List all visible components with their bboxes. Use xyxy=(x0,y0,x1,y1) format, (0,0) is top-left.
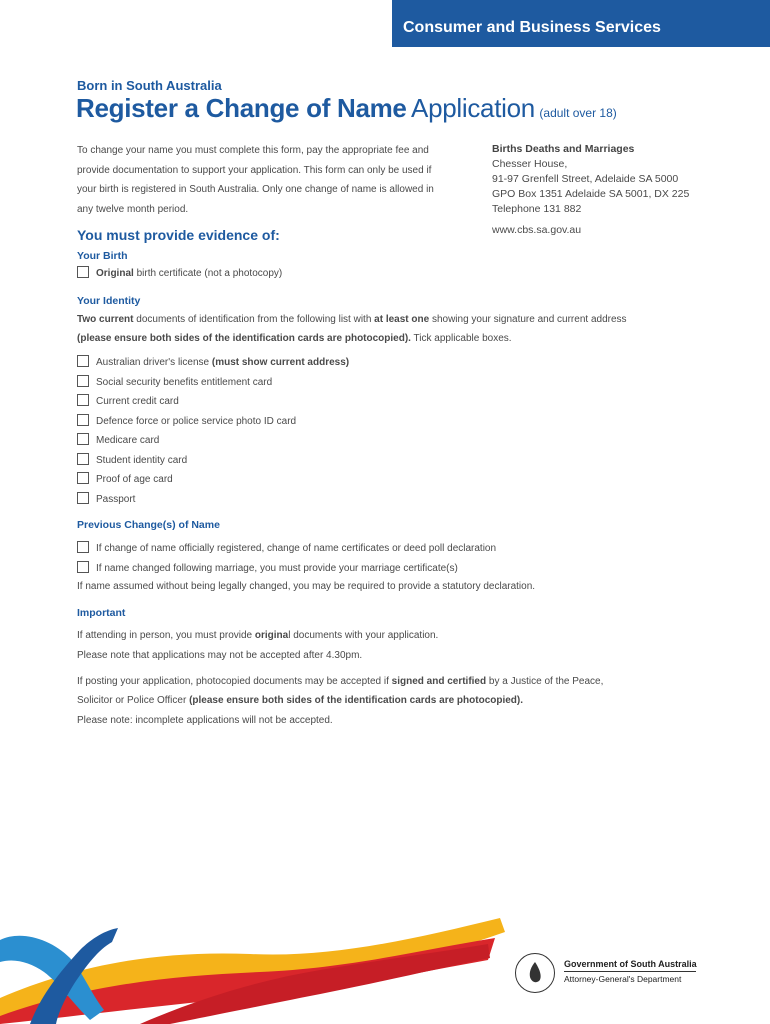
important-bold: origina xyxy=(254,630,289,641)
state-seal-icon xyxy=(515,953,555,993)
department-name: Attorney-General's Department xyxy=(564,974,682,984)
form-kicker: Born in South Australia xyxy=(77,78,222,93)
title-note: (adult over 18) xyxy=(539,106,617,120)
previous-note: If name assumed without being legally changed, you may be required to provide a statutory declaration. xyxy=(77,581,536,592)
identity-heading: Your Identity xyxy=(77,295,141,307)
important-p2: Please note that applications may not be accepted after 4.30pm. xyxy=(77,650,363,661)
important-p1 xyxy=(77,630,438,641)
intro-paragraph: To change your name you must complete this form, pay the appropriate fee and provide documentation to support your application. This form can only be used if your birth is registered in South Australia. Only one change of name is allowed in any twelve month period. xyxy=(77,145,434,215)
contact-org: Births Deaths and Marriages xyxy=(492,143,635,155)
important-text: by a Justice of the Peace, xyxy=(486,676,604,687)
identity-at-least-one: at least one xyxy=(374,314,430,325)
previous-checkbox[interactable] xyxy=(77,541,89,553)
important-p4 xyxy=(77,695,523,706)
id-item xyxy=(77,472,173,486)
birth-checkbox[interactable] xyxy=(77,266,89,278)
contact-line: GPO Box 1351 Adelaide SA 5001, DX 225 xyxy=(492,188,690,200)
identity-photocopy-note xyxy=(77,333,512,344)
evidence-heading: You must provide evidence of: xyxy=(77,227,280,243)
important-p5: Please note: incomplete applications will not be accepted. xyxy=(77,715,333,726)
id-item-label: Medicare card xyxy=(96,435,160,446)
id-item xyxy=(77,453,187,467)
id-checkbox[interactable] xyxy=(77,453,89,465)
previous-item xyxy=(77,541,496,555)
form-title xyxy=(76,93,617,124)
important-text: l documents with your application. xyxy=(288,630,439,641)
id-item xyxy=(77,414,296,428)
id-checkbox[interactable] xyxy=(77,472,89,484)
id-item xyxy=(77,375,272,389)
important-bold: signed and certified xyxy=(391,676,487,687)
id-checkbox[interactable] xyxy=(77,433,89,445)
id-item-label: Social security benefits entitlement card xyxy=(96,377,273,388)
contact-block xyxy=(492,142,689,238)
id-item-label: Passport xyxy=(96,494,136,505)
important-heading: Important xyxy=(77,607,126,619)
photocopy-bold: (please ensure both sides of the identification cards are photocopied). xyxy=(77,333,411,344)
identity-text: documents of identification from the following list with xyxy=(133,314,375,325)
license-bold: (must show current address) xyxy=(211,357,350,368)
previous-item xyxy=(77,561,458,575)
id-item xyxy=(77,433,159,447)
id-item-drivers-license xyxy=(77,355,349,369)
id-checkbox[interactable] xyxy=(77,394,89,406)
tick-note: Tick applicable boxes. xyxy=(410,333,512,344)
important-p3 xyxy=(77,676,603,687)
contact-line: Chesser House, xyxy=(492,158,568,170)
id-item-label: Current credit card xyxy=(96,396,179,407)
birth-item xyxy=(77,266,282,280)
important-bold: (please ensure both sides of the identification cards are photocopied). xyxy=(189,695,524,706)
id-item-label: Student identity card xyxy=(96,455,188,466)
identity-two-current: Two current xyxy=(77,314,134,325)
id-item xyxy=(77,492,135,506)
contact-line: 91-97 Grenfell Street, Adelaide SA 5000 xyxy=(492,173,679,185)
id-checkbox[interactable] xyxy=(77,414,89,426)
previous-item-label: If name changed following marriage, you must provide your marriage certificate(s) xyxy=(96,563,458,574)
id-checkbox[interactable] xyxy=(77,375,89,387)
government-name: Government of South Australia xyxy=(564,959,697,969)
id-item-label: Proof of age card xyxy=(96,474,173,485)
id-item-label: Defence force or police service photo ID card xyxy=(96,416,297,427)
license-label: Australian driver's license xyxy=(96,357,212,368)
important-text: Solicitor or Police Officer xyxy=(77,695,190,706)
birth-heading: Your Birth xyxy=(77,250,128,262)
id-item xyxy=(77,394,179,408)
header-bar xyxy=(392,0,770,47)
title-bold: Register a Change of Name xyxy=(76,93,407,123)
contact-website[interactable]: www.cbs.sa.gov.au xyxy=(492,224,582,236)
title-light: Application xyxy=(411,93,535,123)
previous-heading: Previous Change(s) of Name xyxy=(77,519,220,531)
identity-text: showing your signature and current address xyxy=(429,314,627,325)
birth-item-text: birth certificate (not a photocopy) xyxy=(133,268,283,279)
previous-checkbox[interactable] xyxy=(77,561,89,573)
license-checkbox[interactable] xyxy=(77,355,89,367)
header-title: Consumer and Business Services xyxy=(403,19,661,36)
birth-item-bold: Original xyxy=(96,268,134,279)
important-text: If attending in person, you must provide xyxy=(77,630,255,641)
previous-item-label: If change of name officially registered, change of name certificates or deed poll declaration xyxy=(96,543,497,554)
contact-line: Telephone 131 882 xyxy=(492,203,582,215)
important-text: If posting your application, photocopied documents may be accepted if xyxy=(77,676,392,687)
id-checkbox[interactable] xyxy=(77,492,89,504)
identity-instruction xyxy=(77,314,627,325)
government-divider xyxy=(564,971,696,972)
ribbon-decoration xyxy=(0,880,520,1024)
